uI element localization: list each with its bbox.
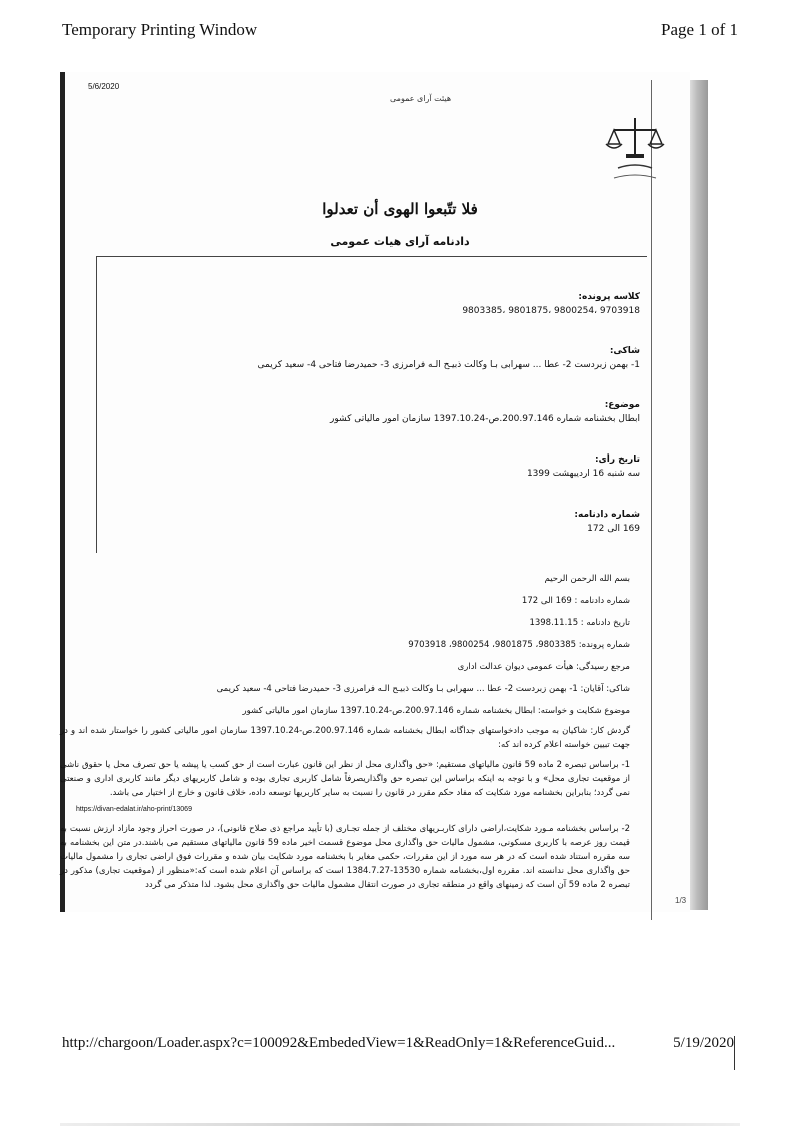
footer-date: 5/19/2020 xyxy=(673,1035,734,1051)
field-label: موضوع: xyxy=(604,400,640,410)
paragraph-procedure: گردش کار: شاکیان به موجب دادخواستهای جداگانه ابطال بخشنامه شماره 200.97.146.ص-1397.10.24 سازمان امور مالیاتی کشور را خواستار شده اند و در جهت تبیین خواسته اعلام کرده اند که: xyxy=(60,726,631,750)
page-indicator: Page 1 of 1 xyxy=(661,20,738,39)
body-line: موضوع شکایت و خواسته: ابطال بخشنامه شماره 200.97.146.ص-1397.10.24 سازمان امور مالیاتی کشور xyxy=(242,706,630,716)
motto-heading: فلا تتّبعوا الهوی أن تعدلوا xyxy=(322,200,478,218)
document-page-number: 1/3 xyxy=(675,896,687,905)
paragraph-point-2: 2- براساس بخشنامه مـورد شکایت،اراضی دارای کاربـریهای مختلف از جمله تجـاری (با تأیید مراجع ذی صلاح قانونی)، در صورت احراز وجود مازاد ارزش نسبت به قیمت روز عرصه با کاربری مسکونی، مشمول مالیات حق واگذاری محل موضوع قسمت اخیر ماده 59 قانون مالیاتهای مستقیم می باشند.در متن این بخشنامه به سه مقرره استناد شده است که در هر سه مورد از این مقررات، حکمی مغایر با بخشنامه مورد شکایت بیان شده و مقررات فوق اراضی تجاری را مشمول مالیات حق واگذاری محل ندانسته اند. مقرره اول،بخشنامه شماره 13530-1384.7.27 است که براساس آن اعلام شده است که:«منظور از (موقعیت تجاری) مذکور در تبصره 2 ماده 59 آن است که زمینهای واقع در منطقه تجاری در صورت انتقال مشمول مالیات حق واگذاری محل بشود. لذا متذکر می گردد xyxy=(60,824,630,890)
document-title: دادنامه آرای هیات عمومی xyxy=(330,235,470,248)
window-title: Temporary Printing Window xyxy=(62,20,258,39)
field-value: ابطال بخشنامه شماره 200.97.146.ص-1397.10.24 سازمان امور مالیاتی کشور xyxy=(330,414,640,424)
body-line: بسم الله الرحمن الرحیم xyxy=(544,574,630,584)
field-label: تاریخ رأی: xyxy=(594,455,640,465)
footer-url: http://chargoon/Loader.aspx?c=100092&EmbededView=1&ReadOnly=1&ReferenceGuid... xyxy=(62,1035,616,1051)
field-value: 169 الی 172 xyxy=(587,524,640,534)
body-line: مرجع رسیدگی: هیأت عمومی دیوان عدالت اداری xyxy=(457,662,630,672)
field-case-class xyxy=(120,292,640,316)
scan-right-shadow xyxy=(690,80,708,910)
body-line: شماره پرونده: 9803385، 9801875، 9800254، 9703918 xyxy=(408,640,630,650)
header-small-text: هیئت آرای عمومی xyxy=(390,94,452,103)
page-bottom-edge xyxy=(60,1123,740,1126)
judiciary-emblem-icon xyxy=(600,110,670,190)
text-cursor xyxy=(734,1036,735,1070)
scan-fold-line xyxy=(651,80,652,920)
source-url: https://divan-edalat.ir/aho-print/13069 xyxy=(76,806,192,813)
document-date-stamp: 5/6/2020 xyxy=(88,82,120,91)
paragraph-point-1: 1- براساس تبصره 2 ماده 59 قانون مالیاتهای مستقیم: «حق واگذاری محل از نظر این قانون عبارت است از حق کسب یا پیشه یا حق تصرف محل یا حقوق ناشی از موقعیت تجاری محل» و با توجه به اینکه براساس این تبصره حق واگذاریصرفاً شامل کاربری تجاری بوده و شامل کاربریهای دیگر مانند کاربری اداری و صنعتی نمی گردد؛ بنابراین بخشنامه مورد شکایت که مفاد حکم مقرر در قانون را نسبت به سایر کاربریها توسعه داده، خلاف قانون و خارج از اختیار می باشد. xyxy=(60,760,631,798)
field-plaintiff xyxy=(120,346,640,370)
field-label: شاکی: xyxy=(609,346,640,356)
field-label: شماره دادنامه: xyxy=(574,510,640,520)
body-line: شاکی: آقایان: 1- بهمن زبردست 2- عطا ... سهرابی بـا وکالت ذبیـح الـه فرامرزی 3- حمیدرضا فتاحی 4- سعید کریمی xyxy=(216,684,630,694)
field-label: کلاسه پرونده: xyxy=(578,292,640,302)
field-verdict-number xyxy=(120,510,640,534)
field-verdict-date xyxy=(120,455,640,479)
field-value: سه شنبه 16 اردیبهشت 1399 xyxy=(526,469,640,479)
field-subject xyxy=(120,400,640,424)
body-line: شماره دادنامه : 169 الی 172 xyxy=(521,596,630,606)
field-value: 1- بهمن زبردست 2- عطا ... سهرابی بـا وکالت ذبیـح الـه فرامرزی 3- حمیدرضا فتاحی 4- سعید کریمی xyxy=(257,360,640,370)
field-value: 9703918 ،9800254 ،9801875 ،9803385 xyxy=(462,306,640,316)
body-line: تاریخ دادنامه : 1398.11.15 xyxy=(529,618,630,628)
